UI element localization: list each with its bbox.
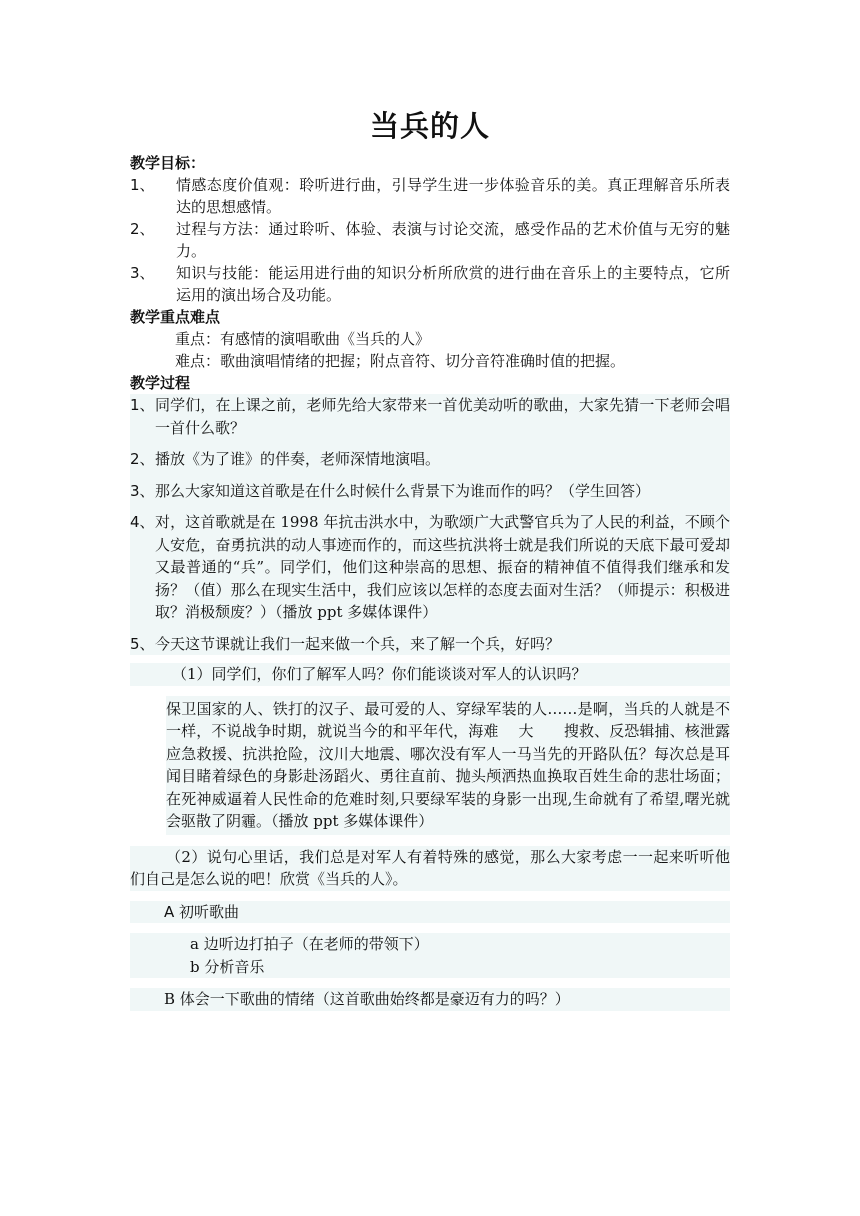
part-a-list <box>130 933 730 978</box>
difficulty-point: 难点：歌曲演唱情绪的把握；附点音符、切分音符准确时值的把握。 <box>175 352 626 370</box>
process-step <box>130 448 730 471</box>
step-text: 对，这首歌就是在 1998 年抗击洪水中，为歌颂广大武警官兵为了人民的利益，不顾个人安危，奋勇抗洪的动人事迹而作的，而这些抗洪将士就是我们所说的天底下最可爱却又最普通的“兵”。同学们，他们这种崇高的思想、振奋的精神值不值得我们继承和发扬？（值）那么在现实生活中，我们应该以怎样的态度去面对生活？（师提示：积极进取？消极颓废？）（播放 ppt 多媒体课件） <box>155 513 730 621</box>
step-number: 5、 <box>130 634 155 653</box>
goal-item <box>130 262 730 306</box>
key-point: 重点：有感情的演唱歌曲《当兵的人》 <box>175 330 431 348</box>
process-step <box>130 633 730 656</box>
goals-heading: 教学目标： <box>130 154 206 172</box>
keypoints-heading: 教学重点难点 <box>130 308 221 326</box>
goal-text: 情感态度价值观：聆听进行曲，引导学生进一步体验音乐的美。真正理解音乐所表达的思想感情。 <box>176 176 730 216</box>
goal-item <box>130 174 730 218</box>
part-a-item: a 边听边打拍子（在老师的带领下） <box>190 935 429 953</box>
step-text: 那么大家知道这首歌是在什么时候什么背景下为谁而作的吗？（学生回答） <box>155 481 651 500</box>
document-title: 当兵的人 <box>369 109 490 143</box>
process-steps <box>130 394 730 655</box>
part-a-item: b 分析音乐 <box>190 957 265 976</box>
goal-item <box>130 218 730 262</box>
part-a-heading: A 初听歌曲 <box>130 901 730 924</box>
process-heading: 教学过程 <box>130 374 191 392</box>
document-page <box>130 100 730 1011</box>
process-step <box>130 394 730 439</box>
step-text: 播放《为了谁》的伴奏，老师深情地演唱。 <box>155 450 441 468</box>
sub-question-1-answer: 保卫国家的人、铁打的汉子、最可爱的人、穿绿军装的人……是啊，当兵的人就是不一样，不说战争时期，就说当今的和平年代，海难 大 搜救、反恐辑捕、核泄露应急救援、抗洪抢险，汶川大地震、哪次没有军人一马当先的开路队伍？每次总是耳闻目睹着绿色的身影赴汤蹈火、勇往直前、抛头颅洒热血换取百姓生命的悲壮场面；在死神威逼着人民性命的危难时刻,只要绿军装的身影一出现,生命就有了希望,曙光就会驱散了阴霾。（播放 ppt 多媒体课件） <box>166 696 730 835</box>
goal-number: 1、 <box>130 176 155 194</box>
goal-text: 知识与技能：能运用进行曲的知识分析所欣赏的进行曲在音乐上的主要特点，它所运用的演出场合及功能。 <box>176 264 730 304</box>
process-step <box>130 511 730 624</box>
part-b-heading: B 体会一下歌曲的情绪（这首歌曲始终都是豪迈有力的吗？） <box>130 988 730 1011</box>
goal-text: 过程与方法：通过聆听、体验、表演与讨论交流，感受作品的艺术价值与无穷的魅力。 <box>176 220 730 260</box>
step-text: 同学们，在上课之前，老师先给大家带来一首优美动听的歌曲，大家先猜一下老师会唱一首什么歌？ <box>155 396 730 437</box>
step-number: 2、 <box>130 450 155 468</box>
goal-number: 3、 <box>130 264 155 282</box>
step-text: 今天这节课就让我们一起来做一个兵，来了解一个兵，好吗？ <box>155 634 561 653</box>
sub-question-2: （2）说句心里话，我们总是对军人有着特殊的感觉，那么大家考虑一一起来听听他们自己是怎么说的吧！欣赏《当兵的人》。 <box>130 846 730 891</box>
sub-question-1: （1）同学们，你们了解军人吗？你们能谈谈对军人的认识吗？ <box>130 663 730 686</box>
step-number: 1、 <box>130 396 155 414</box>
goal-number: 2、 <box>130 220 155 238</box>
step-number: 3、 <box>130 481 155 500</box>
step-number: 4、 <box>130 513 155 531</box>
process-step <box>130 480 730 503</box>
